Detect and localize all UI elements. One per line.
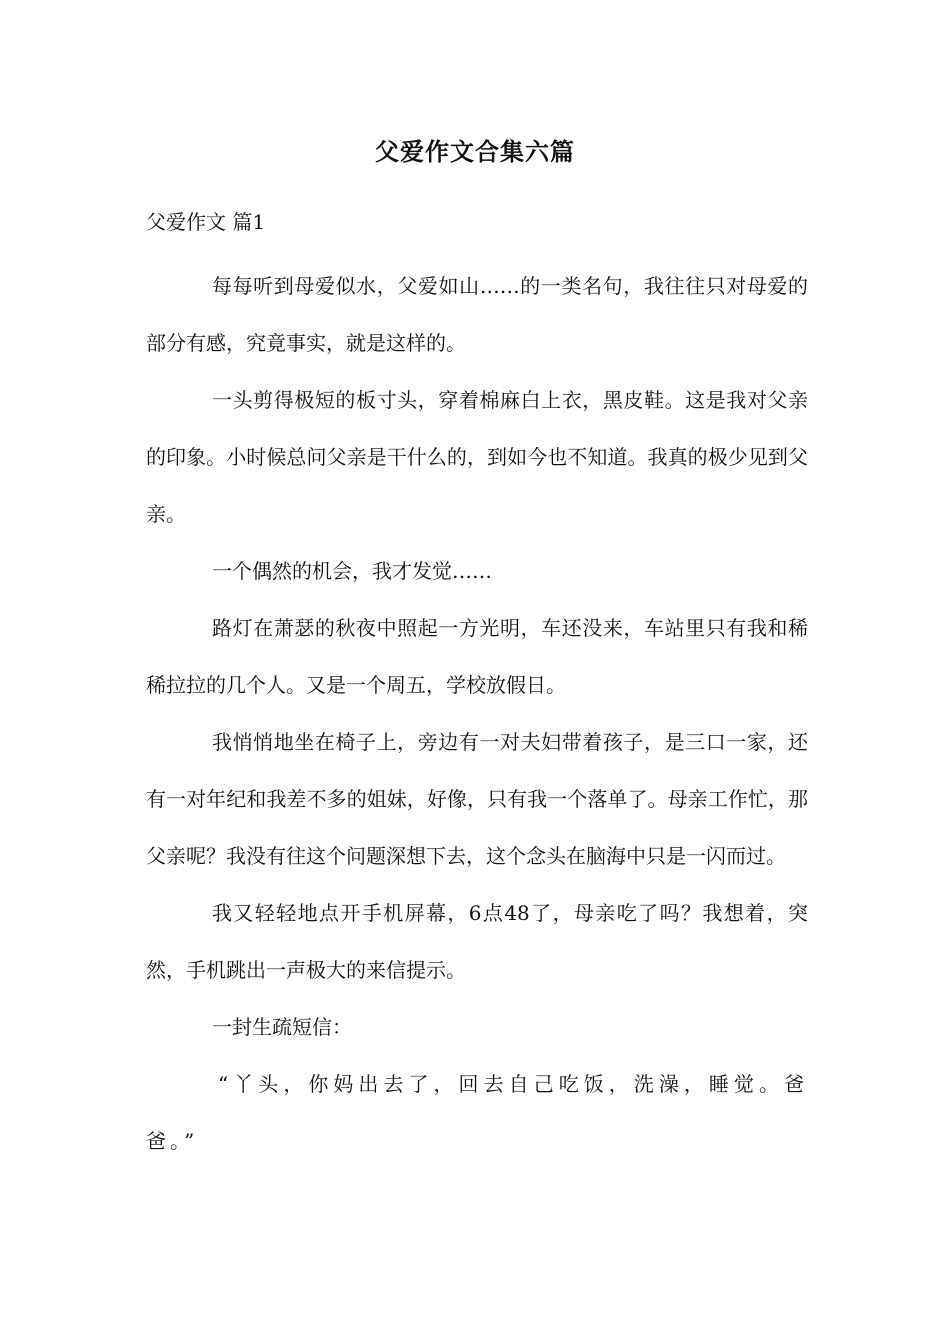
paragraph-4: 路灯在萧瑟的秋夜中照起一方光明，车还没来，车站里只有我和稀稀拉拉的几个人。又是一个周五，学校放假日。 (146, 616, 808, 697)
paragraph-6: 我又轻轻地点开手机屏幕，6点48了，母亲吃了吗？我想着，突然，手机跳出一声极大的来信提示。 (146, 901, 808, 982)
paragraph-5: 我悄悄地坐在椅子上，旁边有一对夫妇带着孩子，是三口一家，还有一对年纪和我差不多的姐妹，好像，只有我一个落单了。母亲工作忙，那父亲呢？我没有往这个问题深想下去，这个念头在脑海中只是一闪而过。 (146, 730, 808, 868)
document-title: 父爱作文合集六篇 (375, 137, 575, 166)
paragraph-2: 一头剪得极短的板寸头，穿着棉麻白上衣，黑皮鞋。这是我对父亲的印象。小时候总问父亲是干什么的，到如今也不知道。我真的极少见到父亲。 (146, 388, 808, 526)
paragraph-1: 每每听到母爱似水，父爱如山……的一类名句，我往往只对母爱的部分有感，究竟事实，就是这样的。 (146, 274, 808, 355)
section-heading: 父爱作文 篇1 (146, 210, 266, 234)
paragraph-8-quote: “丫头，你妈出去了，回去自己吃饭，洗澡，睡觉。爸爸。” (146, 1072, 808, 1153)
paragraph-3: 一个偶然的机会，我才发觉…… (212, 559, 492, 583)
paragraph-7: 一封生疏短信： (212, 1015, 352, 1039)
document-body (146, 258, 808, 1170)
